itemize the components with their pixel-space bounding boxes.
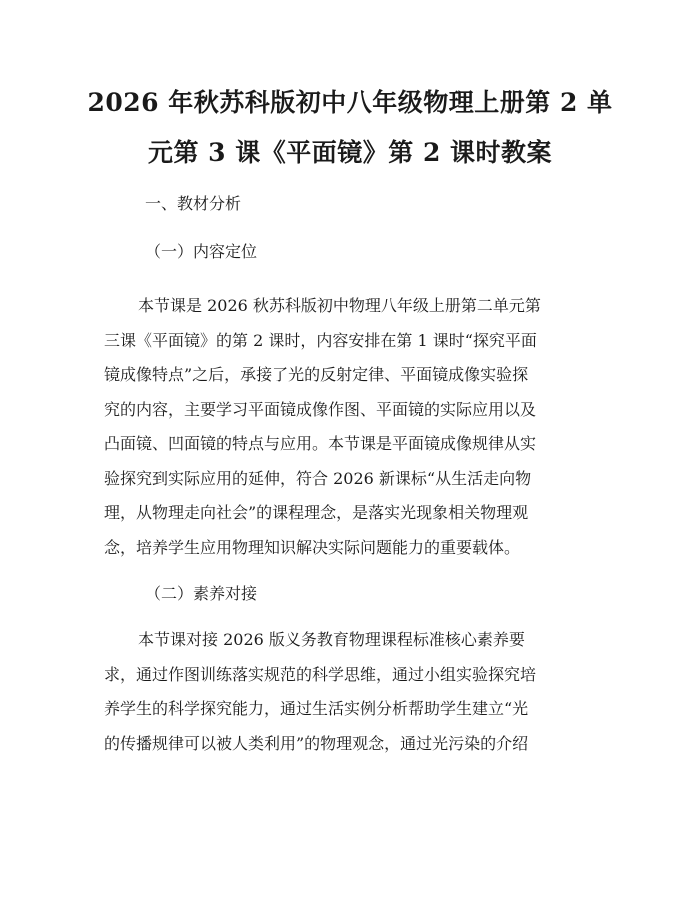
title-line: 2026 年秋苏科版初中八年级物理上册第 2 单 <box>87 88 613 117</box>
paragraph-line: 镜成像特点”之后，承接了光的反射定律、平面镜成像实验探 <box>104 365 529 384</box>
paragraph-line: 念，培养学生应用物理知识解决实际问题能力的重要载体。 <box>104 537 521 557</box>
paragraph-line: 究的内容，主要学习平面镜成像作图、平面镜的实际应用以及 <box>104 399 537 419</box>
paragraph-line: 的传播规律可以被人类利用”的物理观念，通过光污染的介绍 <box>104 733 529 753</box>
paragraph-line: 凸面镜、凹面镜的特点与应用。本节课是平面镜成像规律从实 <box>104 434 537 453</box>
paragraph-line: 求，通过作图训练落实规范的科学思维，通过小组实验探究培 <box>104 664 537 684</box>
subsection-heading-content-positioning: （一）内容定位 <box>145 242 258 261</box>
paragraph-line: 理，从物理走向社会”的课程理念，是落实光现象相关物理观 <box>104 503 529 522</box>
paragraph-line: 本节课对接 2026 版义务教育物理课程标准核心素养要 <box>138 630 525 649</box>
paragraph-literacy-alignment <box>104 623 604 761</box>
subsection-heading-literacy-alignment: （二）素养对接 <box>145 584 258 603</box>
paragraph-line: 养学生的科学探究能力，通过生活实例分析帮助学生建立“光 <box>104 699 529 718</box>
paragraph-line: 三课《平面镜》的第 2 课时，内容安排在第 1 课时“探究平面 <box>104 330 537 350</box>
document-title <box>60 78 640 178</box>
paragraph-line: 本节课是 2026 秋苏科版初中物理八年级上册第二单元第 <box>138 296 541 315</box>
paragraph-content-positioning <box>104 289 604 565</box>
section-heading-textbook-analysis: 一、教材分析 <box>145 194 242 213</box>
paragraph-line: 验探究到实际应用的延伸，符合 2026 新课标“从生活走向物 <box>104 468 532 488</box>
title-line: 元第 3 课《平面镜》第 2 课时教案 <box>147 138 553 167</box>
